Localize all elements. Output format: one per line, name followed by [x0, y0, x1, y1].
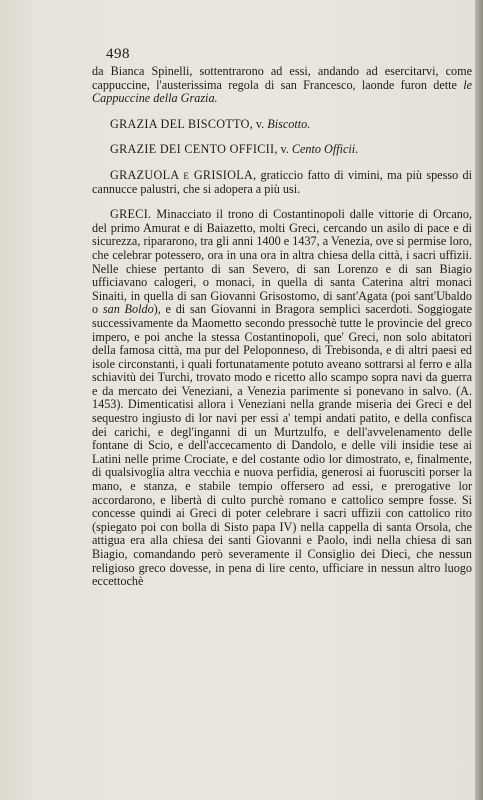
entry-headword: GRAZUOLA e GRISIOLA: [110, 167, 254, 182]
entry-greci: [92, 208, 472, 589]
entry-grazia-del-biscotto: [92, 118, 472, 132]
page-gutter: [475, 0, 483, 800]
paragraph-italic: le Cappuccine della Grazia.: [92, 77, 472, 106]
entry-headword: GRAZIE DEI CENTO OFFICII: [110, 142, 275, 157]
entry-body-continued: ), e di san Giovanni in Bragora semplici sacerdoti. Soggiogate successivamente da Maometto secondo pressochè tutte le provincie del greco impero, e poi anche la stessa Costantinopoli, que' Greci, non solo abitatori della famosa città, ma pur del Peloponneso, di Trebisonda, e di altri paesi ed isole circonstanti, i quali fortunatamente potuto aveano sottrarsi al ferro e alla schiavitù dei Turchi, trovato modo e ricetto allo scampo sopra navi da guerra e da mercato dei Veneziani, a Venezia parimente si ponevano in salvo. (A. 1453). Dimenticatisi allora i Veneziani nella grande miseria dei Greci e del sequestro ingiusto di lor navi per essi a' tempi andati patito, e della confisca dei carichi, e degl'inganni di un Murtzulfo, e dell'avvelenamento delle fontane di Scio, e dell'accecamento di Dandolo, e delle vili insidie tese ai Latini nelle prime Crociate, e del costante odio lor dimostrato, e, finalmente, di qualsivoglia altra vecchia e nuova perfidia, generosi ai fuorusciti porser la mano, e stanza, e stabile tempio offersero ad essi, e prerogative lor accordarono, e libertà di culto purchè romano e cattolico sempre fosse. Si concesse quindi ai Greci di poter celebrare i sacri uffizii con cattolico rito (spiegato poi con bolla di Sisto papa IV) nella cappella di santa Orsola, che attigua era alla chiesa dei santi Giovanni e Paolo, indi nella chiesa di san Biagio, comandando però severamente il Consiglio dei Dieci, che nessun religioso greco dovesse, in pena di lire cento, ufficiare in nessun altro luogo eccettochè: [92, 302, 473, 589]
entry-reference: Biscotto.: [267, 116, 311, 131]
entry-headword: GRECI.: [110, 207, 152, 222]
entry-italic: san Boldo: [102, 302, 154, 317]
page-number: 498: [106, 46, 130, 62]
entry-body: , graticcio fatto di vimini, ma più spesso di cannucce palustri, che si adopera a più usi.: [92, 167, 472, 196]
entry-separator: , v.: [249, 116, 268, 131]
entry-body: Minacciato il trono di Costantinopoli dalle vittorie di Orcano, del primo Amurat e di Baiazetto, molti Greci, cercando un asilo di pace e di sicurezza, ripararono, tra gli anni 1400 e 1437, a Venezia, ove si permise loro, che celebrar potessero, ora in una ora in altra chiesa della città, i sacri uffizii. Nelle chiese pertanto di san Severo, di san Lorenzo e di san Biagio ufficiavano calogeri, o monaci, in quella di santa Caterina altri monaci Sinaiti, in quella di san Giovanni Grisostomo, di sant'Agata (poi sant'Ubaldo o: [92, 207, 472, 317]
entry-grazie-dei-cento-officii: [92, 143, 472, 157]
entry-headword: GRAZIA DEL BISCOTTO: [110, 116, 250, 131]
entry-grazuola: [92, 169, 472, 196]
paragraph-text: da Bianca Spinelli, sottentrarono ad essi, andando ad esercitarvi, come cappuccine, l'austerissima regola di san Francesco, laonde furon dette: [92, 64, 472, 92]
entry-reference: Cento Officii.: [291, 142, 359, 157]
paragraph-continued: [92, 65, 472, 106]
entry-separator: , v.: [274, 142, 292, 157]
page-content: [92, 46, 472, 589]
